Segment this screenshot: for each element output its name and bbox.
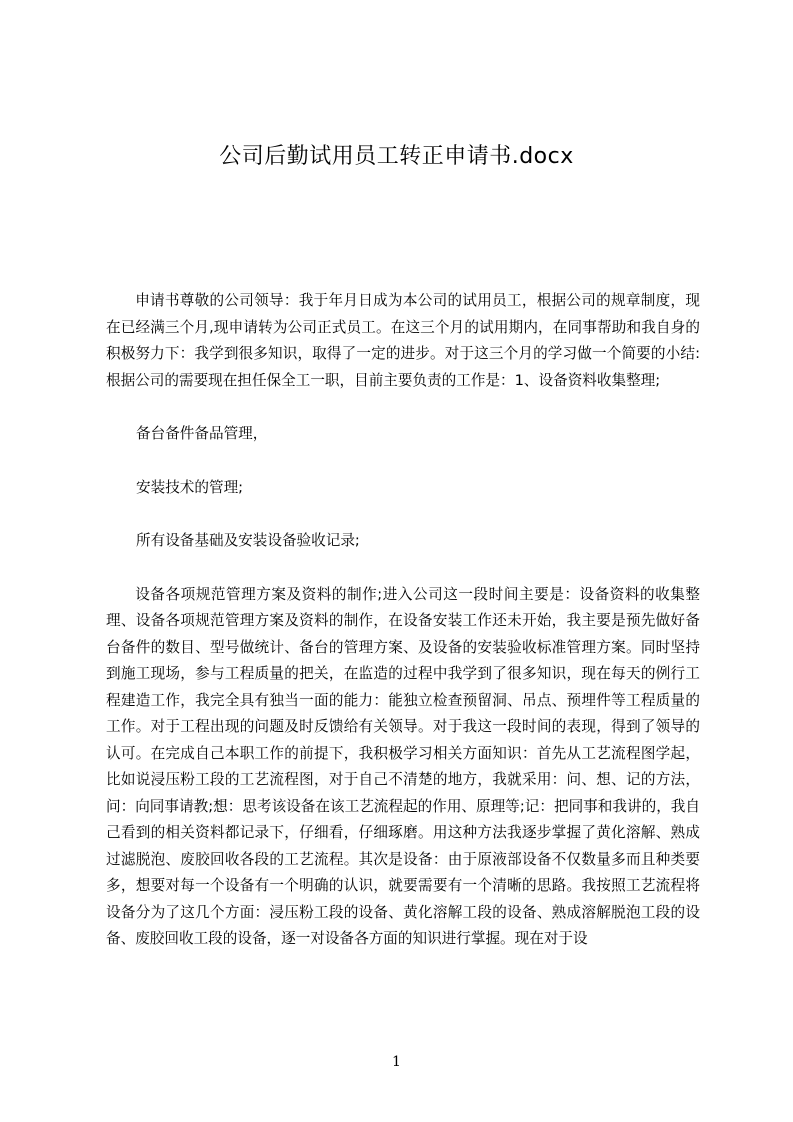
paragraph-intro: 申请书尊敬的公司领导：我于年月日成为本公司的试用员工，根据公司的规章制度，现在已经满三个月,现申请转为公司正式员工。在这三个月的试用期内，在同事帮助和我自身的积极努力下：我学到很多知识，取得了一定的进步。对于这三个月的学习做一个简要的小结:根据公司的需要现在担任保全工一职，目前主要负责的工作是：1、设备资料收集整理; <box>106 292 700 389</box>
paragraph-item-2: 备台备件备品管理， <box>136 425 268 442</box>
paragraph-item-3: 安装技术的管理; <box>136 478 244 496</box>
paragraph-gap <box>106 448 700 475</box>
document-title: 公司后勤试用员工转正申请书.docx <box>219 144 574 169</box>
paragraph-gap <box>106 394 700 421</box>
paragraph-main: 设备各项规范管理方案及资料的制作;进入公司这一段时间主要是：设备资料的收集整理、设备各项规范管理方案及资料的制作，在设备安装工作还未开始，我主要是预先做好备台备件的数目、型号做统计、备台的管理方案、及设备的安装验收标准管理方案。同时坚持到施工现场，参与工程质量的把关，在监造的过程中我学到了很多知识，现在每天的例行工程建造工作，我完全具有独当一面的能力：能独立检查预留洞、吊点、预埋件等工程质量的工作。对于工程出现的问题及时反馈给有关领导。对于我这一段时间的表现，得到了领导的认可。在完成自己本职工作的前提下，我积极学习相关方面知识：首先从工艺流程图学起，比如说浸压粉工段的工艺流程图，对于自己不清楚的地方，我就采用：问、想、记的方法，问：向同事请教;想：思考该设备在该工艺流程起的作用、原理等;记：把同事和我讲的，我自己看到的相关资料都记录下，仔细看，仔细琢磨。用这种方法我逐步掌握了黄化溶解、熟成过滤脱泡、废胶回收各段的工艺流程。其次是设备：由于原液部设备不仅数量多而且种类要多，想要对每一个设备有一个明确的认识，就要需要有一个清晰的思路。我按照工艺流程将设备分为了这几个方面：浸压粉工段的设备、黄化溶解工段的设备、熟成溶解脱泡工段的设备、废胶回收工段的设备，逐一对设备各方面的知识进行掌握。现在对于设 <box>106 585 700 947</box>
paragraph-gap <box>106 501 700 528</box>
page-number: 1 <box>392 1054 401 1070</box>
paragraph-item-4: 所有设备基础及安装设备验收记录; <box>136 532 360 549</box>
document-body <box>106 288 700 953</box>
paragraph-gap <box>106 555 700 582</box>
